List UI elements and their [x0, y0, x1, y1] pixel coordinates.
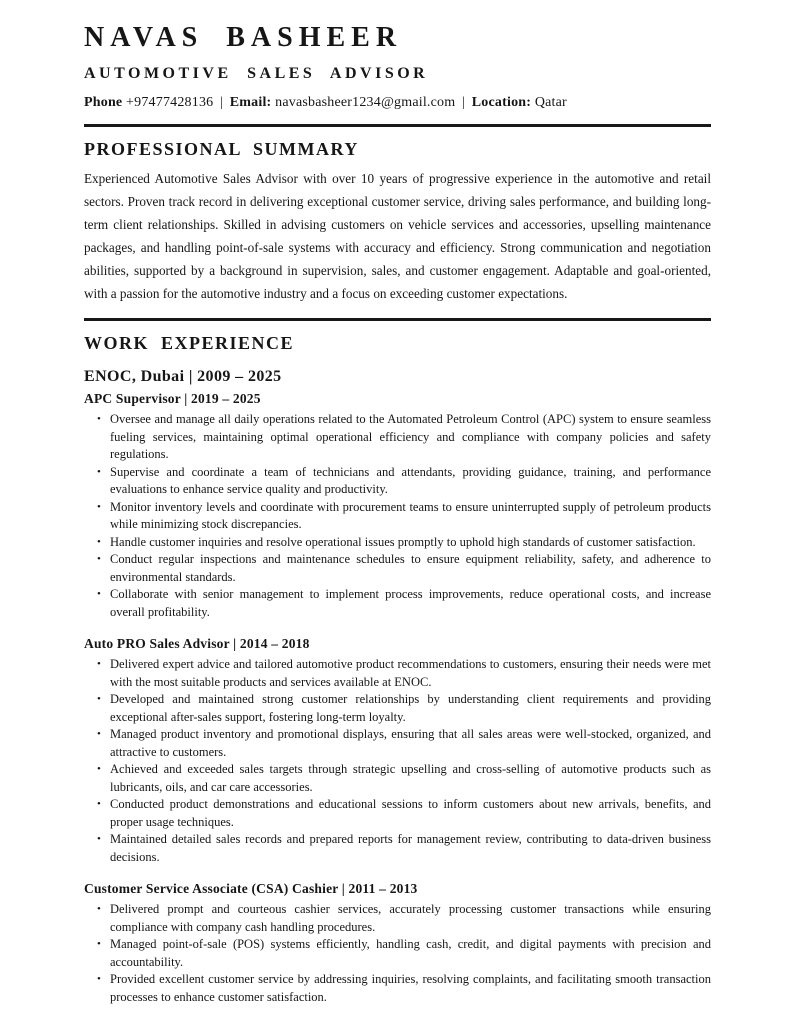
summary-heading: PROFESSIONAL SUMMARY: [84, 139, 359, 160]
experience-role: [84, 636, 711, 866]
contact-separator: |: [220, 95, 224, 111]
experience-bullet: • Maintained detailed sales records and prepared reports for management review, contributing to data-driven business decisions.: [110, 831, 711, 866]
location-value: Qatar: [534, 95, 567, 111]
phone-label: Phone: [84, 95, 123, 111]
experience-roles: [84, 391, 711, 1006]
experience-bullet: • Provided excellent customer service by addressing inquiries, resolving complaints, and facilitating smooth transaction processes to enhance customer satisfaction.: [110, 971, 711, 1006]
role-title: Auto PRO Sales Advisor | 2014 – 2018: [84, 636, 310, 652]
contact-separator: |: [462, 95, 466, 111]
role-bullet-list: [84, 656, 711, 866]
experience-role: [84, 881, 711, 1006]
experience-bullet: • Delivered prompt and courteous cashier services, accurately processing customer transactions while ensuring compliance with company cash handling procedures.: [110, 901, 711, 936]
role-bullet-list: [84, 901, 711, 1006]
section-divider: [84, 124, 711, 127]
section-divider: [84, 318, 711, 321]
experience-bullet: • Developed and maintained strong customer relationships by understanding client requirements and providing exceptional after-sales support, fostering long-term loyalty.: [110, 691, 711, 726]
work-experience-section: [84, 333, 711, 1006]
experience-bullet: • Collaborate with senior management to implement process improvements, reduce operational costs, and increase overall profitability.: [110, 586, 711, 621]
experience-bullet: • Achieved and exceeded sales targets through strategic upselling and cross-selling of automotive products such as lubricants, oils, and car care accessories.: [110, 761, 711, 796]
role-title: Customer Service Associate (CSA) Cashier | 2011 – 2013: [84, 881, 418, 897]
professional-summary-section: [84, 139, 711, 305]
experience-bullet: • Delivered expert advice and tailored automotive product recommendations to customers, ensuring their needs were met with the most suitable products and services available at ENOC.: [110, 656, 711, 691]
experience-role: [84, 391, 711, 621]
experience-bullet: • Conducted product demonstrations and educational sessions to inform customers about new arrivals, benefits, and proper usage techniques.: [110, 796, 711, 831]
experience-bullet: • Monitor inventory levels and coordinate with procurement teams to ensure uninterrupted supply of petroleum products while minimizing stock discrepancies.: [110, 499, 711, 534]
location-label: Location:: [471, 95, 532, 111]
summary-text: Experienced Automotive Sales Advisor with over 10 years of progressive experience in the automotive and retail sectors. Proven track record in delivering exceptional customer service, driving sales performance, and building long-term client relationships. Skilled in advising customers on vehicle services and accessories, upselling maintenance packages, and handling point-of-sale systems with accuracy and efficiency. Strong communication and negotiation abilities, supported by a background in supervision, sales, and customer engagement. Adaptable and goal-oriented, with a passion for the automotive industry and a focus on exceeding customer expectations.: [84, 171, 711, 302]
experience-bullet: • Managed product inventory and promotional displays, ensuring that all sales areas were well-stocked, organized, and attractive to customers.: [110, 726, 711, 761]
experience-bullet: • Managed point-of-sale (POS) systems efficiently, handling cash, credit, and digital payments with precision and accountability.: [110, 936, 711, 971]
company-line: ENOC, Dubai | 2009 – 2025: [84, 368, 282, 386]
email-value: navasbasheer1234@gmail.com: [275, 95, 456, 111]
role-bullet-list: [84, 411, 711, 621]
candidate-name: NAVAS BASHEER: [84, 22, 403, 53]
experience-bullet: • Oversee and manage all daily operations related to the Automated Petroleum Control (APC) system to ensure seamless fueling services, maintaining optimal operational efficiency and compliance with company policies and safety regulations.: [110, 411, 711, 464]
resume-header: [84, 22, 711, 111]
experience-heading: WORK EXPERIENCE: [84, 333, 295, 354]
phone-value: +97477428136: [126, 95, 214, 111]
experience-bullet: • Handle customer inquiries and resolve operational issues promptly to uphold high standards of customer satisfaction.: [110, 534, 711, 552]
experience-bullet: • Conduct regular inspections and maintenance schedules to ensure equipment reliability, safety, and adherence to environmental standards.: [110, 551, 711, 586]
experience-bullet: • Supervise and coordinate a team of technicians and attendants, providing guidance, training, and performance evaluations to enhance service quality and productivity.: [110, 464, 711, 499]
candidate-title: AUTOMOTIVE SALES ADVISOR: [84, 65, 429, 83]
contact-line: [84, 95, 711, 111]
role-title: APC Supervisor | 2019 – 2025: [84, 391, 261, 407]
email-label: Email:: [229, 95, 272, 111]
